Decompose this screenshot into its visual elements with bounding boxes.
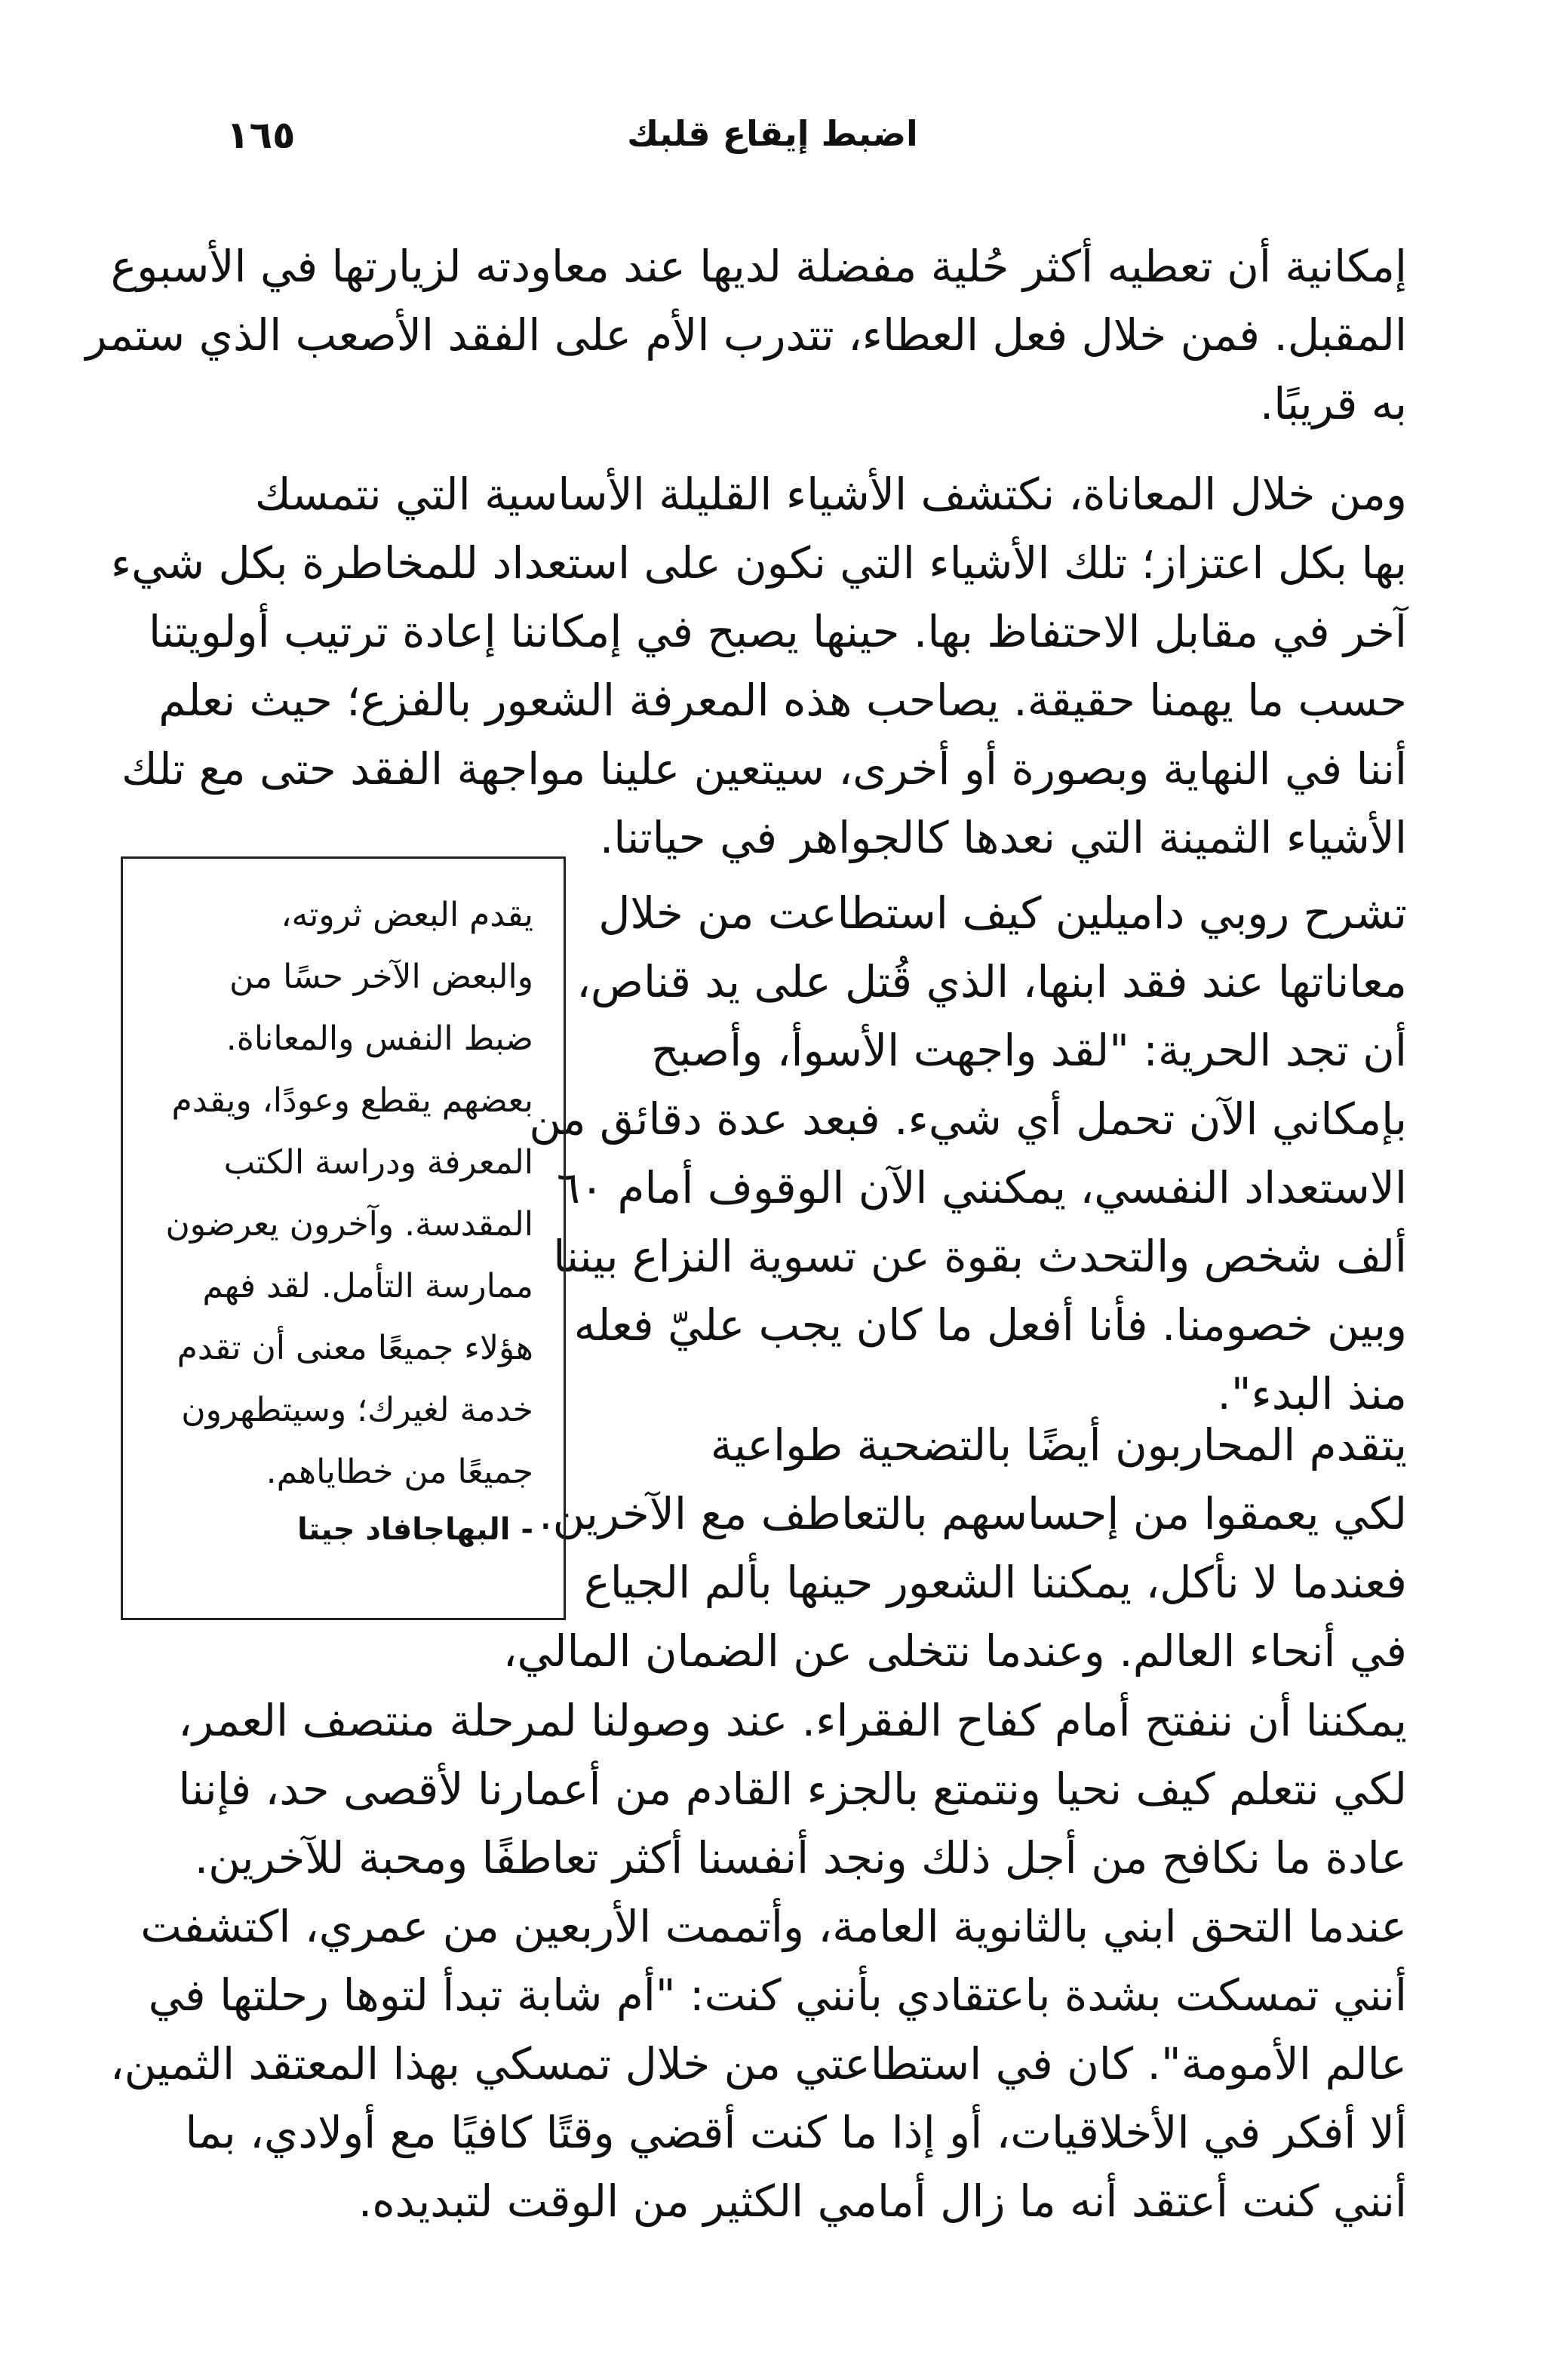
text-line: ألا أفكر في الأخلاقيات، أو إذا ما كنت أقضي وقتًا كافيًا مع أولادي، بما bbox=[185, 2107, 1407, 2158]
quote-line: يقدم البعض ثروته، bbox=[281, 896, 533, 934]
text-line: معاناتها عند فقد ابنها، الذي قُتل على يد قناص، bbox=[576, 956, 1407, 1007]
text-line: عالم الأمومة". كان في استطاعتي من خلال تمسكي بهذا المعتقد الثمين، bbox=[109, 2038, 1407, 2089]
paragraph-2 bbox=[110, 460, 1407, 872]
text-line: المقبل. فمن خلال فعل العطاء، تتدرب الأم على الفقد الأصعب الذي ستمر bbox=[85, 309, 1407, 361]
text-line: آخر في مقابل الاحتفاظ بها. حينها يصبح في إمكاننا إعادة ترتيب أولويتنا bbox=[148, 606, 1407, 657]
text-line: الأشياء الثمينة التي نعدها كالجواهر في حياتنا. bbox=[599, 812, 1407, 863]
text-line: منذ البدء". bbox=[1217, 1368, 1407, 1419]
quote-line: بعضهم يقطع وعودًا، ويقدم bbox=[171, 1081, 533, 1120]
quote-attribution: - البهاجافاد جيتا bbox=[296, 1512, 533, 1547]
text-line: أنني تمسكت بشدة باعتقادي بأنني كنت: "أم شابة تبدأ لتوها رحلتها في bbox=[148, 1969, 1407, 2021]
text-line: أنني كنت أعتقد أنه ما زال أمامي الكثير من الوقت لتبديده. bbox=[358, 2176, 1407, 2227]
text-line: إمكانية أن تعطيه أكثر حُلية مفضلة لديها عند معاودته لزيارتها في الأسبوع bbox=[110, 241, 1407, 292]
text-line: به قريبًا. bbox=[1259, 378, 1407, 429]
text-line: لكي نتعلم كيف نحيا ونتمتع بالجزء القادم من أعمارنا لأقصى حد، فإننا bbox=[178, 1763, 1407, 1815]
quote-line: جميعًا من خطاياهم. bbox=[266, 1453, 533, 1491]
quote-line: المعرفة ودراسة الكتب bbox=[223, 1143, 533, 1182]
page-number: ١٦٥ bbox=[226, 113, 296, 157]
text-line: يمكننا أن ننفتح أمام كفاح الفقراء. عند وصولنا لمرحلة منتصف العمر، bbox=[178, 1695, 1407, 1746]
quote-line: ضبط النفس والمعاناة. bbox=[226, 1019, 533, 1058]
text-line: في أنحاء العالم. وعندما نتخلى عن الضمان المالي، bbox=[502, 1625, 1407, 1677]
page-header bbox=[0, 113, 1545, 181]
text-line: عندما التحق ابني بالثانوية العامة، وأتممت الأربعين من عمري، اكتشفت bbox=[140, 1901, 1407, 1952]
quote-line: خدمة لغيرك؛ وسيتطهرون bbox=[181, 1391, 533, 1429]
text-line: يتقدم المحاربون أيضًا بالتضحية طواعية bbox=[710, 1419, 1407, 1471]
text-line: أن تجد الحرية: "لقد واجهت الأسوأ، وأصبح bbox=[650, 1025, 1407, 1076]
text-line: بإمكاني الآن تحمل أي شيء. فبعد عدة دقائق من bbox=[529, 1093, 1407, 1145]
paragraph-4 bbox=[502, 1411, 1407, 1686]
running-title: اضبط إيقاع قلبك bbox=[627, 113, 918, 154]
text-line: الاستعداد النفسي، يمكنني الآن الوقوف أمام ٦٠ bbox=[556, 1162, 1407, 1213]
text-line: لكي يعمقوا من إحساسهم بالتعاطف مع الآخرين. bbox=[539, 1488, 1407, 1539]
text-line: تشرح روبي داميلين كيف استطاعت من خلال bbox=[598, 887, 1407, 939]
paragraph-3 bbox=[529, 879, 1407, 1428]
text-line: أننا في النهاية وبصورة أو أخرى، سيتعين علينا مواجهة الفقد حتى مع تلك bbox=[121, 743, 1407, 795]
text-line: عادة ما نكافح من أجل ذلك ونجد أنفسنا أكثر تعاطفًا ومحبة للآخرين. bbox=[194, 1832, 1407, 1883]
text-line: فعندما لا نأكل، يمكننا الشعور حينها بألم الجياع bbox=[584, 1557, 1407, 1608]
text-line: ومن خلال المعاناة، نكتشف الأشياء القليلة الأساسية التي نتمسك bbox=[254, 469, 1407, 520]
paragraph-5 bbox=[109, 1687, 1407, 2236]
quote-line: المقدسة. وآخرون يعرضون bbox=[165, 1205, 533, 1244]
text-line: حسب ما يهمنا حقيقة. يصاحب هذه المعرفة الشعور بالفزع؛ حيث نعلم bbox=[158, 675, 1407, 726]
sidebar-quote bbox=[153, 884, 533, 1503]
sidebar-quote-box bbox=[121, 856, 566, 1620]
quote-line: ممارسة التأمل. لقد فهم bbox=[202, 1267, 533, 1305]
paragraph-1 bbox=[85, 232, 1407, 438]
text-line: ألف شخص والتحدث بقوة عن تسوية النزاع بيننا bbox=[553, 1231, 1407, 1282]
quote-line: هؤلاء جميعًا معنى أن تقدم bbox=[177, 1329, 533, 1367]
text-line: وبين خصومنا. فأنا أفعل ما كان يجب عليّ فعله bbox=[573, 1299, 1407, 1351]
quote-line: والبعض الآخر حسًا من bbox=[229, 958, 533, 996]
text-line: بها بكل اعتزاز؛ تلك الأشياء التي نكون على استعداد للمخاطرة بكل شيء bbox=[110, 537, 1407, 589]
